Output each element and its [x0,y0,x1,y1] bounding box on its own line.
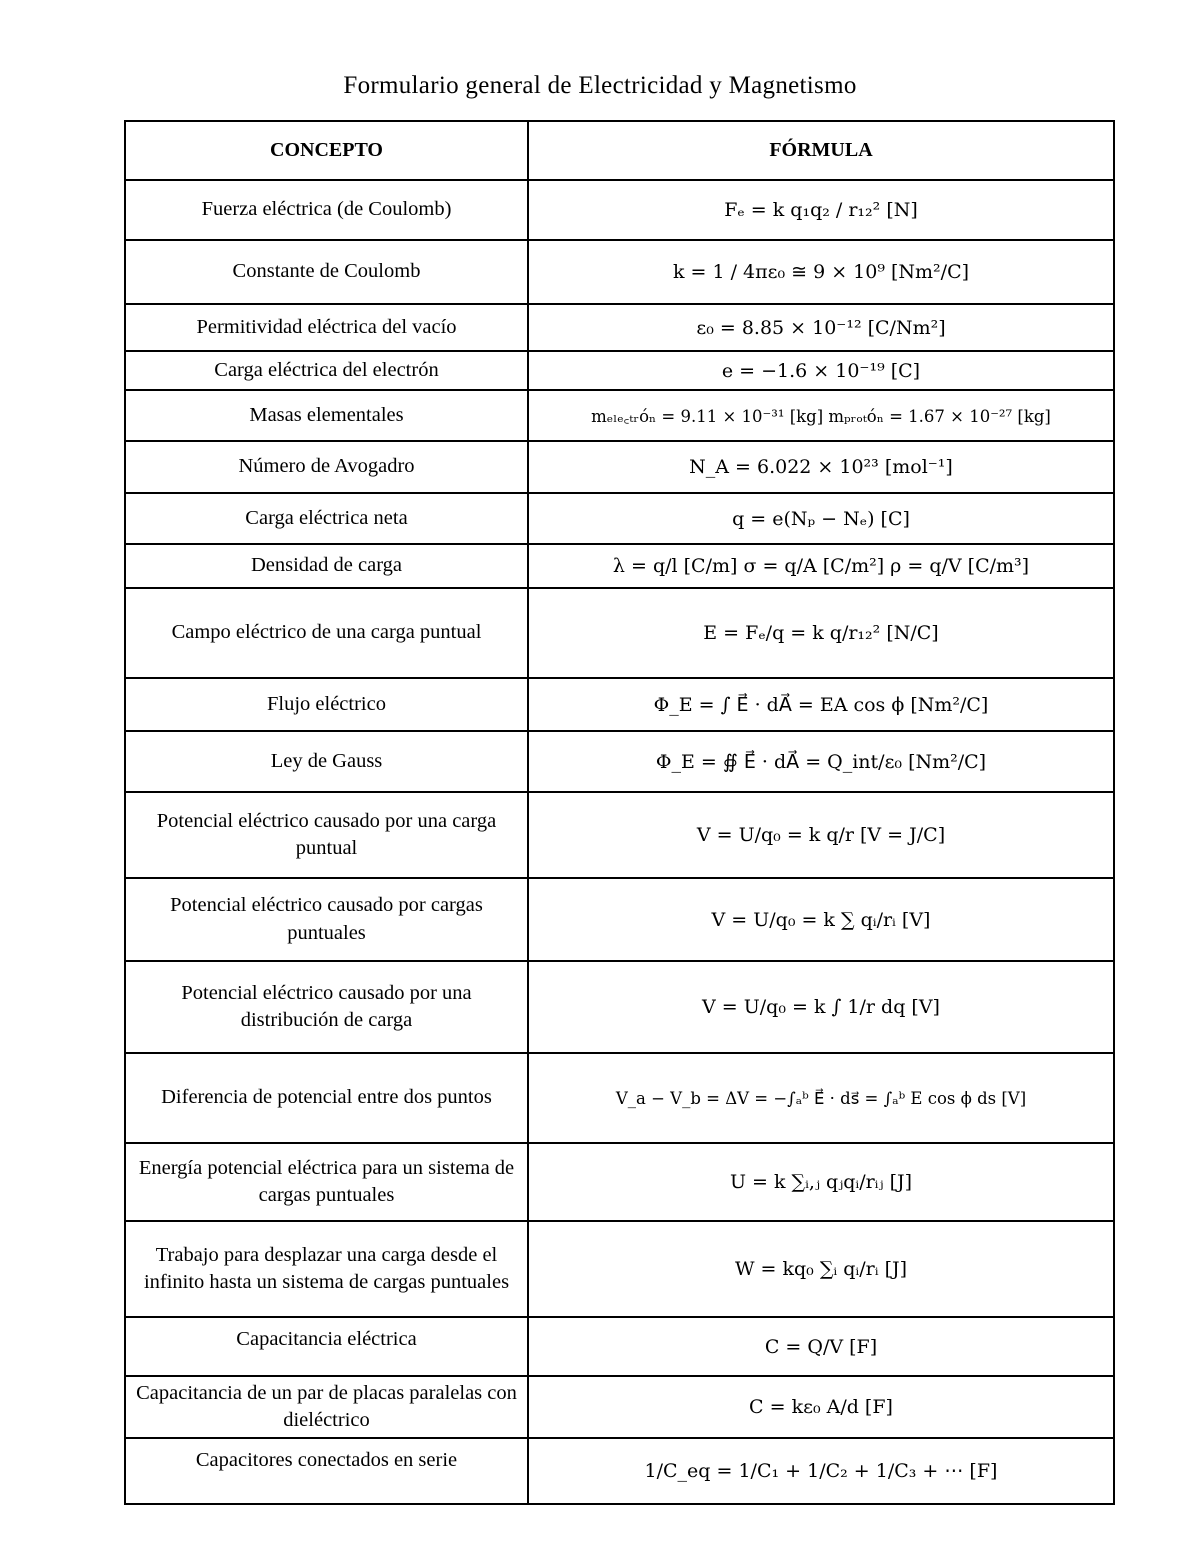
concept-cell: Ley de Gauss [125,731,528,792]
formula-cell: N_A = 6.022 × 10²³ [mol⁻¹] [528,441,1114,493]
concept-cell: Permitividad eléctrica del vacío [125,304,528,351]
concept-cell: Constante de Coulomb [125,240,528,304]
header-concept: CONCEPTO [125,121,528,180]
table-row [125,731,1114,792]
table-row [125,961,1114,1053]
table-row [125,1376,1114,1438]
formula-cell: e = −1.6 × 10⁻¹⁹ [C] [528,351,1114,390]
concept-cell: Campo eléctrico de una carga puntual [125,588,528,678]
formula-cell: V = U/q₀ = k ∑ qᵢ/rᵢ [V] [528,878,1114,961]
concept-cell: Carga eléctrica neta [125,493,528,544]
concept-cell: Capacitancia eléctrica [125,1317,528,1376]
concept-cell: Densidad de carga [125,544,528,588]
table-row [125,1053,1114,1143]
formula-cell: V_a − V_b = ΔV = −∫ₐᵇ E⃗ · ds⃗ = ∫ₐᵇ E cos ϕ ds [V] [528,1053,1114,1143]
formula-cell: k = 1 / 4πε₀ ≅ 9 × 10⁹ [Nm²/C] [528,240,1114,304]
page-title: Formulario general de Electricidad y Magnetismo [343,72,857,99]
table-row [125,240,1114,304]
table-row [125,678,1114,731]
concept-cell: Potencial eléctrico causado por una carga puntual [125,792,528,878]
table-row [125,878,1114,961]
formula-cell: V = U/q₀ = k q/r [V = J/C] [528,792,1114,878]
concept-cell: Capacitores conectados en serie [125,1438,528,1504]
concept-cell: Capacitancia de un par de placas paralelas con dieléctrico [125,1376,528,1438]
formula-cell: W = kq₀ ∑ᵢ qᵢ/rᵢ [J] [528,1221,1114,1317]
table-row [125,304,1114,351]
formula-cell: λ = q/l [C/m] σ = q/A [C/m²] ρ = q/V [C/m³] [528,544,1114,588]
formula-cell: Fₑ = k q₁q₂ / r₁₂² [N] [528,180,1114,240]
table-header-row [125,121,1114,180]
formula-cell: 1/C_eq = 1/C₁ + 1/C₂ + 1/C₃ + ⋯ [F] [528,1438,1114,1504]
formula-cell: U = k ∑ᵢ,ⱼ qⱼqᵢ/rᵢⱼ [J] [528,1143,1114,1221]
formula-cell: q = e(Nₚ − Nₑ) [C] [528,493,1114,544]
concept-cell: Energía potencial eléctrica para un sistema de cargas puntuales [125,1143,528,1221]
table-row [125,544,1114,588]
formula-cell: E = Fₑ/q = k q/r₁₂² [N/C] [528,588,1114,678]
formula-cell: mₑₗₑ꜀ₜᵣóₙ = 9.11 × 10⁻³¹ [kg] mₚᵣₒₜóₙ = 1.67 × 10⁻²⁷ [kg] [528,390,1114,441]
concept-cell: Masas elementales [125,390,528,441]
concept-cell: Fuerza eléctrica (de Coulomb) [125,180,528,240]
formula-cell: V = U/q₀ = k ∫ 1/r dq [V] [528,961,1114,1053]
concept-cell: Trabajo para desplazar una carga desde el infinito hasta un sistema de cargas puntuales [125,1221,528,1317]
table-row [125,1438,1114,1504]
table-row [125,180,1114,240]
formula-cell: Φ_E = ∫ E⃗ · dA⃗ = EA cos ϕ [Nm²/C] [528,678,1114,731]
table-row [125,1221,1114,1317]
table-row [125,390,1114,441]
table-row [125,1143,1114,1221]
table-row [125,792,1114,878]
concept-cell: Potencial eléctrico causado por una distribución de carga [125,961,528,1053]
table-row [125,441,1114,493]
concept-cell: Número de Avogadro [125,441,528,493]
table-row [125,588,1114,678]
table-row [125,493,1114,544]
header-formula: FÓRMULA [528,121,1114,180]
formula-cell: C = Q/V [F] [528,1317,1114,1376]
concept-cell: Carga eléctrica del electrón [125,351,528,390]
formula-table [124,120,1115,1505]
formula-cell: ε₀ = 8.85 × 10⁻¹² [C/Nm²] [528,304,1114,351]
concept-cell: Potencial eléctrico causado por cargas puntuales [125,878,528,961]
concept-cell: Diferencia de potencial entre dos puntos [125,1053,528,1143]
concept-cell: Flujo eléctrico [125,678,528,731]
table-row [125,351,1114,390]
formula-cell: C = kε₀ A/d [F] [528,1376,1114,1438]
formula-cell: Φ_E = ∯ E⃗ · dA⃗ = Q_int/ε₀ [Nm²/C] [528,731,1114,792]
table-row [125,1317,1114,1376]
